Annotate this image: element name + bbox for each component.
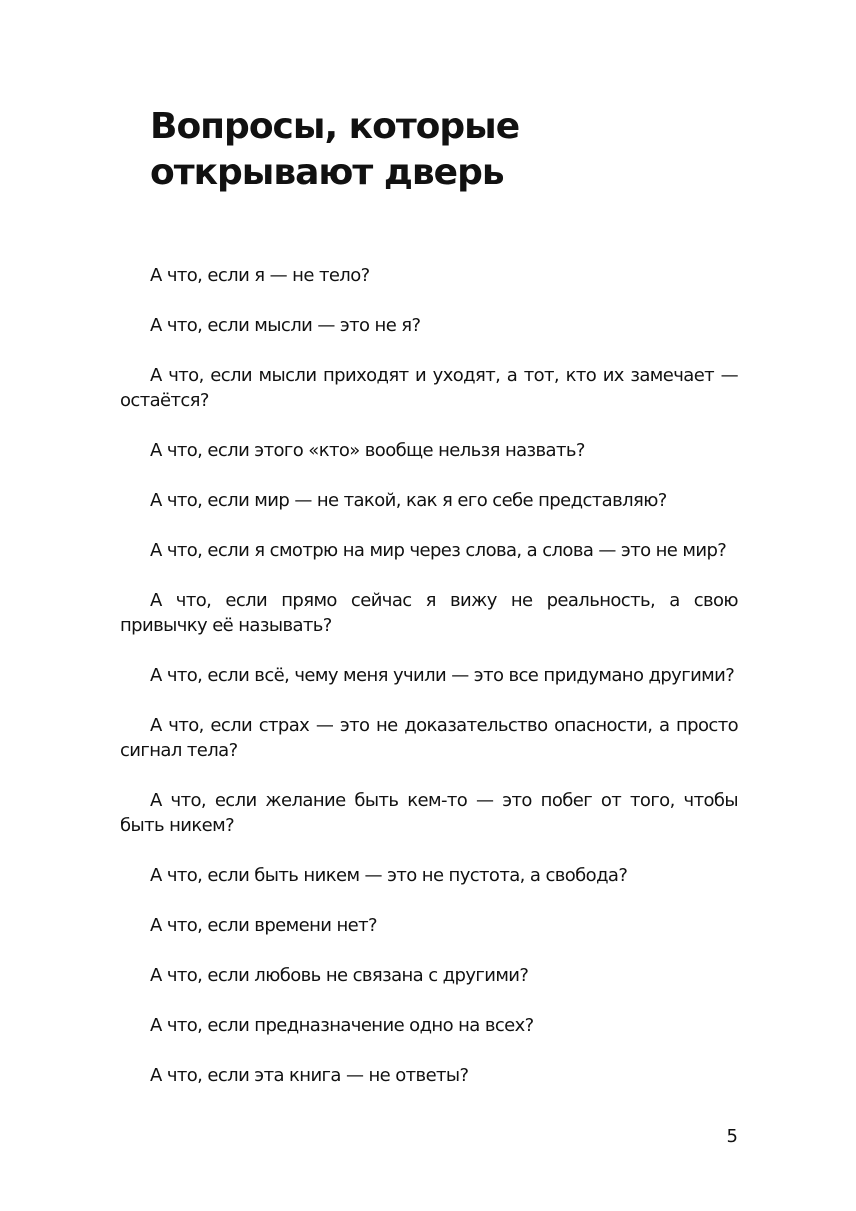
- question-11: А что, если быть никем — это не пустота, а свобода?: [150, 865, 628, 886]
- question-14: А что, если предназначение одно на всех?: [150, 1015, 534, 1036]
- question-15: А что, если эта книга — не ответы?: [150, 1065, 469, 1086]
- question-13: А что, если любовь не связана с другими?: [150, 965, 529, 986]
- question-7: А что, если прямо сейчас я вижу не реальность, а свою привычку её называть?: [120, 590, 738, 636]
- question-4: А что, если этого «кто» вообще нельзя назвать?: [150, 440, 585, 461]
- question-1: А что, если я — не тело?: [150, 265, 370, 286]
- question-6: А что, если я смотрю на мир через слова, а слова — это не мир?: [150, 540, 727, 561]
- question-5: А что, если мир — не такой, как я его себе представляю?: [150, 490, 667, 511]
- question-3: А что, если мысли приходят и уходят, а тот, кто их замечает — остаётся?: [120, 365, 738, 411]
- chapter-title: Вопросы, которые открывают дверь: [150, 106, 520, 193]
- questions-list: [120, 263, 738, 1113]
- page-number: 5: [726, 1126, 738, 1147]
- question-12: А что, если времени нет?: [150, 915, 377, 936]
- question-9: А что, если страх — это не доказательство опасности, а просто сигнал тела?: [120, 715, 738, 761]
- question-8: А что, если всё, чему меня учили — это все придумано другими?: [150, 665, 735, 686]
- question-2: А что, если мысли — это не я?: [150, 315, 421, 336]
- question-10: А что, если желание быть кем-то — это побег от того, чтобы быть никем?: [120, 790, 738, 836]
